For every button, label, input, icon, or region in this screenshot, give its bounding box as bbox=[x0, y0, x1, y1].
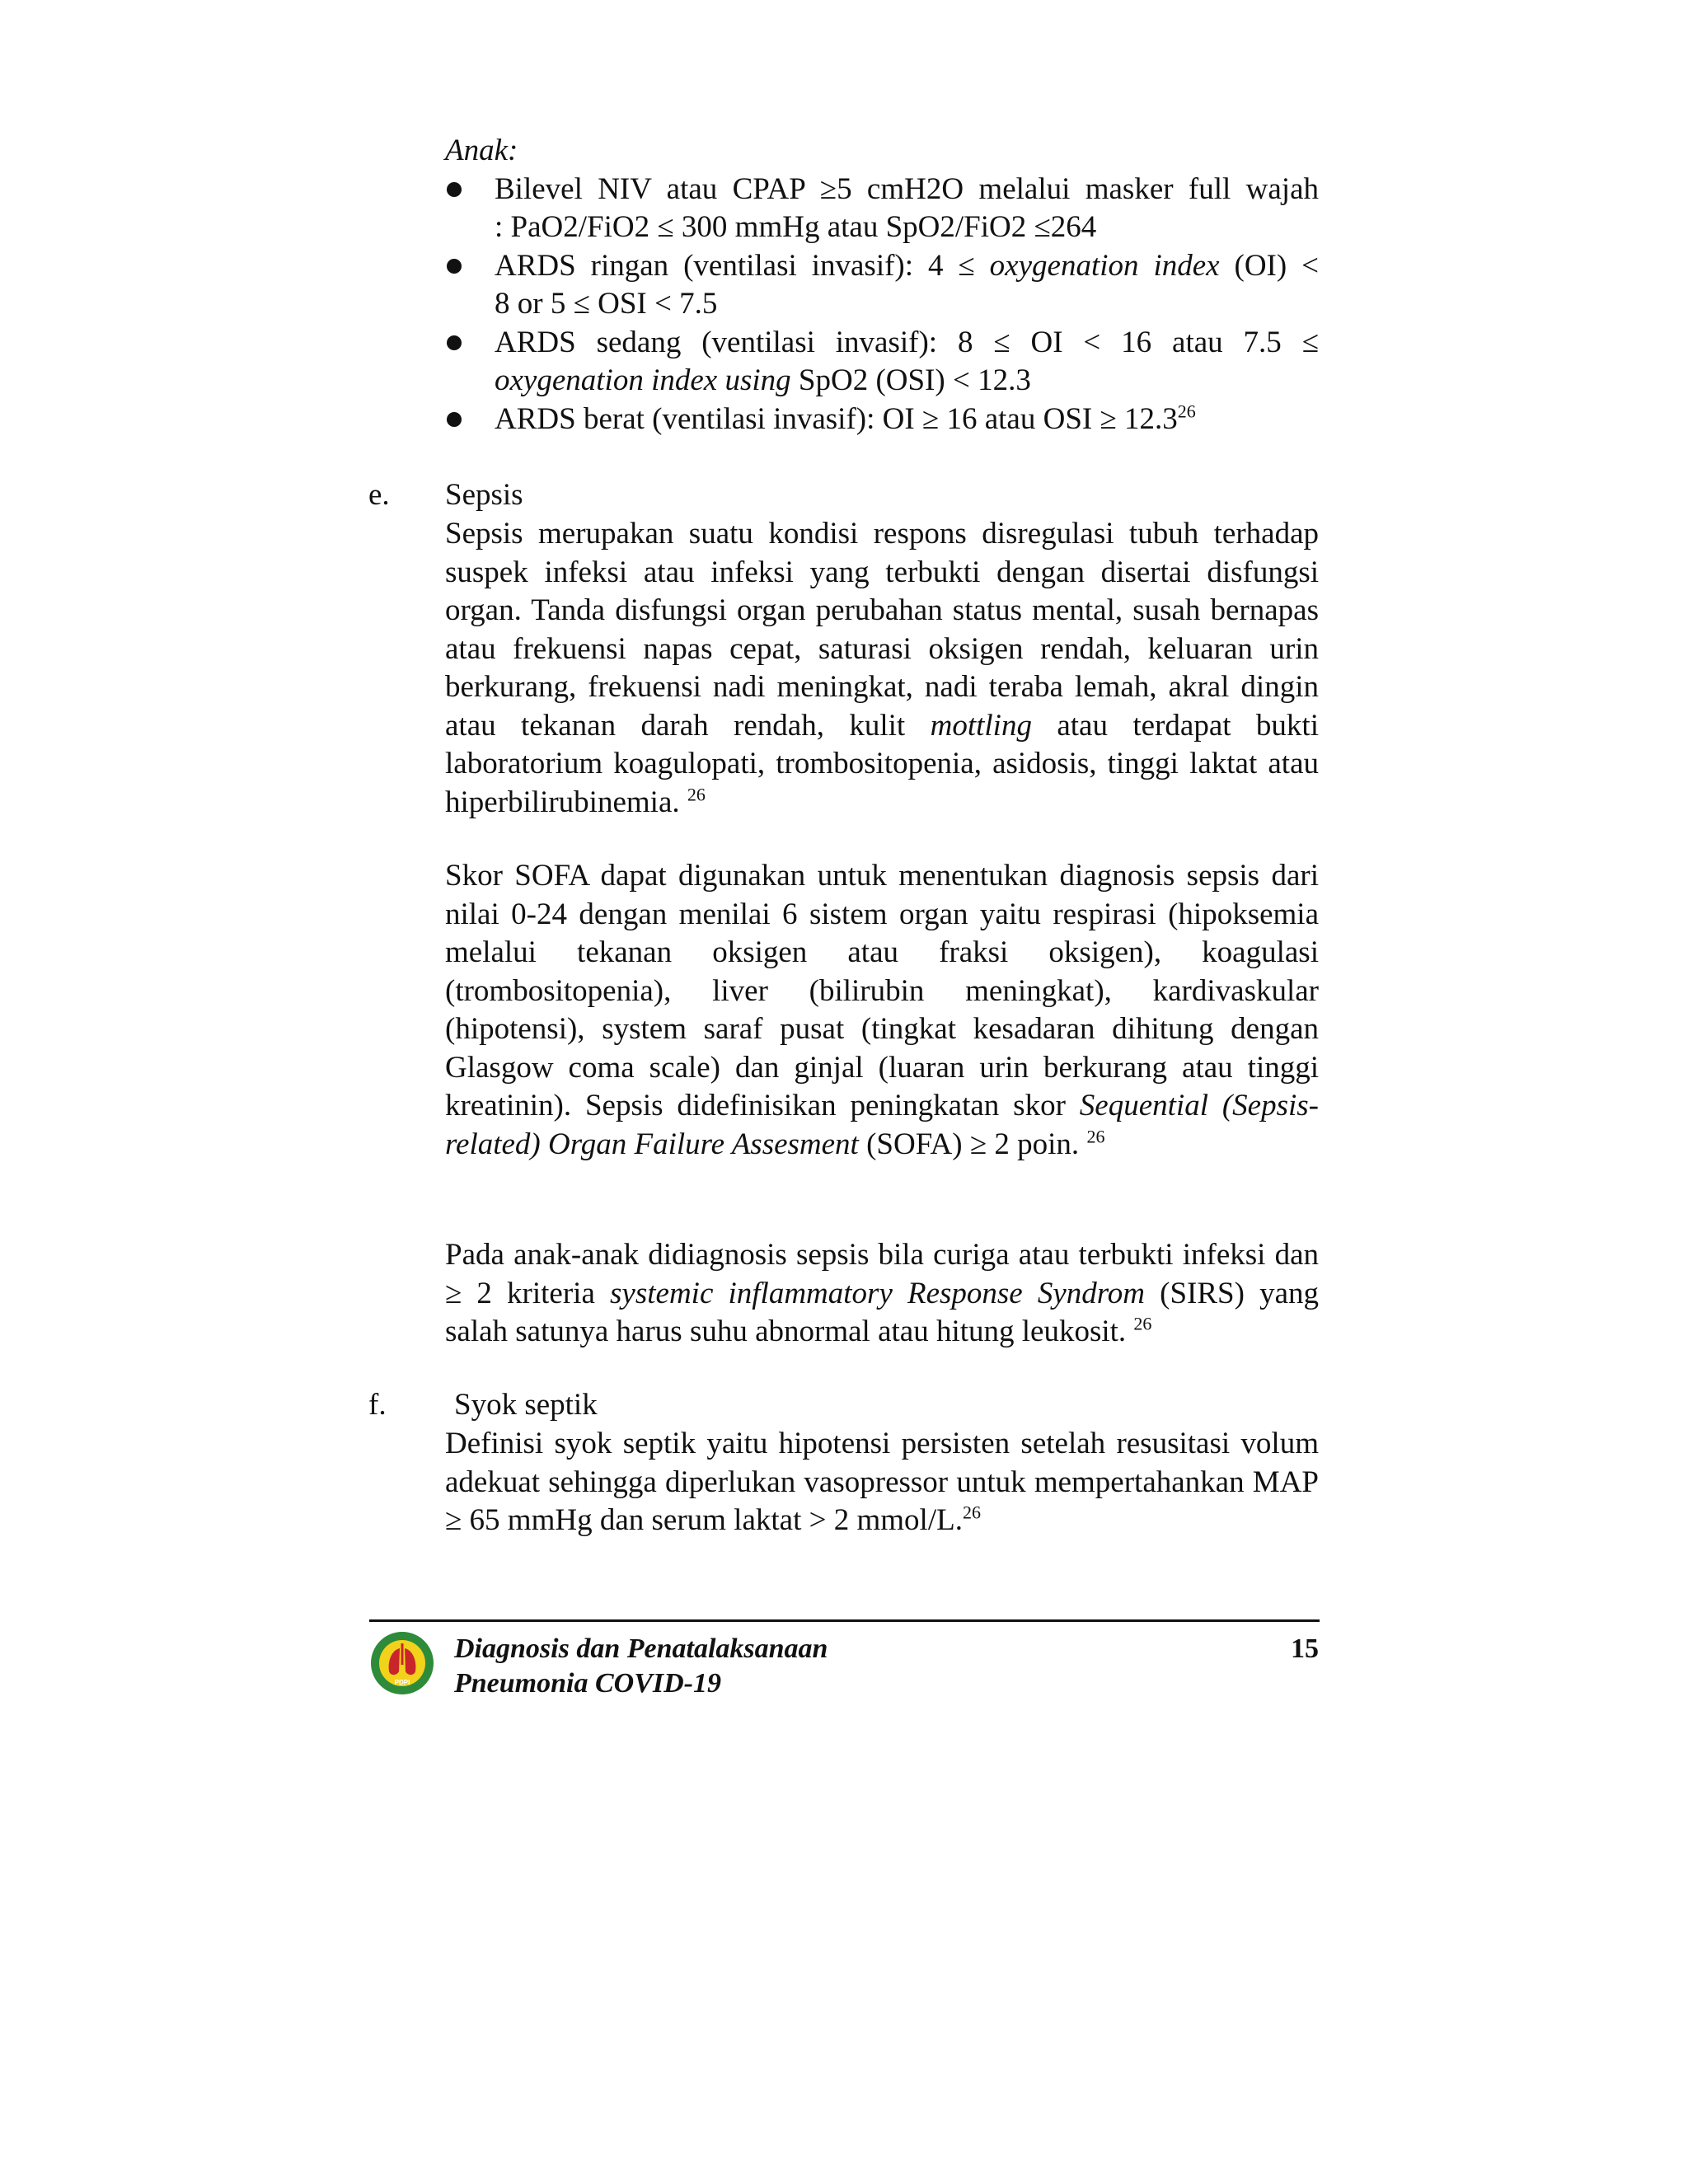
anak-criteria-block bbox=[445, 132, 1319, 438]
citation-superscript: 26 bbox=[1086, 1126, 1105, 1147]
text-run: Sepsis merupakan suatu kondisi respons disregulasi tubuh terhadap suspek infeksi atau infeksi yang terbukti dengan disertai disfungsi organ. Tanda disfungsi organ perubahan status mental, susah bernapas atau frekuensi napas cepat, saturasi oksigen rendah, keluaran urin berkurang, frekuensi nadi meningkat, nadi teraba lemah, akral dingin atau tekanan darah rendah, kulit bbox=[445, 517, 1319, 743]
pdpi-logo-icon bbox=[369, 1630, 435, 1696]
anak-bullet-list bbox=[445, 171, 1319, 439]
bullet-dot-icon bbox=[447, 259, 462, 274]
anak-bullet-item bbox=[445, 401, 1319, 439]
anak-bullet-item bbox=[445, 247, 1319, 324]
footer-title-line-1: Diagnosis dan Penatalaksanaan bbox=[454, 1633, 828, 1664]
citation-superscript: 26 bbox=[962, 1502, 981, 1523]
citation-superscript: 26 bbox=[1133, 1313, 1152, 1334]
footer-book-title bbox=[454, 1632, 828, 1701]
sepsis-paragraph-definition bbox=[445, 515, 1319, 822]
bullet-dot-icon bbox=[447, 335, 462, 350]
bullet-line bbox=[495, 401, 1319, 439]
section-f-letter: f. bbox=[368, 1388, 387, 1422]
page-number: 15 bbox=[1291, 1633, 1319, 1664]
section-e-title: Sepsis bbox=[445, 478, 523, 512]
italic-term: oxygenation index using bbox=[495, 363, 791, 397]
bullet-line: 8 or 5 ≤ OSI < 7.5 bbox=[495, 287, 718, 321]
text-run: Pada anak-anak didiagnosis sepsis bila curiga atau terbukti infeksi dan ≥ 2 kriteria bbox=[445, 1238, 1319, 1310]
bullet-line: : PaO2/FiO2 ≤ 300 mmHg atau SpO2/FiO2 ≤264 bbox=[495, 210, 1097, 244]
text-run: Definisi syok septik yaitu hipotensi persisten setelah resusitasi volum adekuat sehingga diperlukan vasopressor untuk mempertahankan MAP ≥ 65 mmHg dan serum laktat > 2 mmol/L. bbox=[445, 1427, 1319, 1537]
sepsis-paragraph-sofa bbox=[445, 857, 1319, 1164]
text-run: atau terdapat bukti laboratorium koagulopati, trombositopenia, asidosis, tinggi laktat atau hiperbilirubinemia. bbox=[445, 708, 1319, 819]
sepsis-paragraph-children bbox=[445, 1236, 1319, 1352]
bullet-line: ARDS sedang (ventilasi invasif): 8 ≤ OI < 16 atau 7.5 ≤ bbox=[495, 325, 1319, 359]
logo-text: PDPI bbox=[394, 1679, 410, 1686]
citation-superscript: 26 bbox=[687, 784, 706, 805]
anak-bullet-item bbox=[445, 171, 1319, 247]
bullet-dot-icon bbox=[447, 412, 462, 427]
text-run: (SOFA) ≥ 2 poin. bbox=[858, 1127, 1087, 1161]
italic-term: Sequential (Sepsis-related) Organ Failure Assesment bbox=[445, 1089, 1320, 1161]
section-e-letter: e. bbox=[368, 478, 390, 512]
pdpi-logo bbox=[369, 1630, 435, 1696]
bullet-line: Bilevel NIV atau CPAP ≥5 cmH2O melalui masker full wajah bbox=[495, 171, 1319, 206]
text-run: SpO2 (OSI) < 12.3 bbox=[790, 363, 1031, 397]
citation-superscript: 26 bbox=[1177, 401, 1196, 422]
footer-rule bbox=[369, 1619, 1320, 1622]
anak-bullet-item bbox=[445, 324, 1319, 401]
syok-septik-paragraph bbox=[445, 1425, 1319, 1540]
text-run: ARDS berat (ventilasi invasif): OI ≥ 16 atau OSI ≥ 12.3 bbox=[495, 401, 1178, 436]
bullet-line bbox=[495, 247, 1319, 286]
text-run: Skor SOFA dapat digunakan untuk menentukan diagnosis sepsis dari nilai 0-24 dengan menilai 6 sistem organ yaitu respirasi (hipoksemia melalui tekanan oksigen atau fraksi oksigen), koagulasi (trombositopenia), liver (bilirubin meningkat), kardivaskular (hipotensi), system saraf pusat (tingkat kesadaran dihitung dengan Glasgow coma scale) dan ginjal (luaran urin berkurang atau tinggi kreatinin). Sepsis didefinisikan peningkatan skor bbox=[445, 859, 1319, 1122]
text-run: (OI) < bbox=[1219, 248, 1320, 283]
italic-term: mottling bbox=[930, 708, 1032, 743]
text-run: (SIRS) yang salah satunya harus suhu abnormal atau hitung leukosit. bbox=[445, 1276, 1319, 1348]
italic-term: oxygenation index bbox=[989, 248, 1220, 283]
footer-title-line-2: Pneumonia COVID-19 bbox=[454, 1668, 721, 1699]
section-f-title: Syok septik bbox=[454, 1388, 598, 1422]
bullet-dot-icon bbox=[447, 182, 462, 197]
bullet-line bbox=[495, 362, 1319, 401]
anak-label: Anak: bbox=[445, 134, 518, 167]
text-run: ARDS ringan (ventilasi invasif): 4 ≤ bbox=[495, 248, 990, 283]
italic-term: systemic inflammatory Response Syndrom bbox=[610, 1276, 1146, 1310]
